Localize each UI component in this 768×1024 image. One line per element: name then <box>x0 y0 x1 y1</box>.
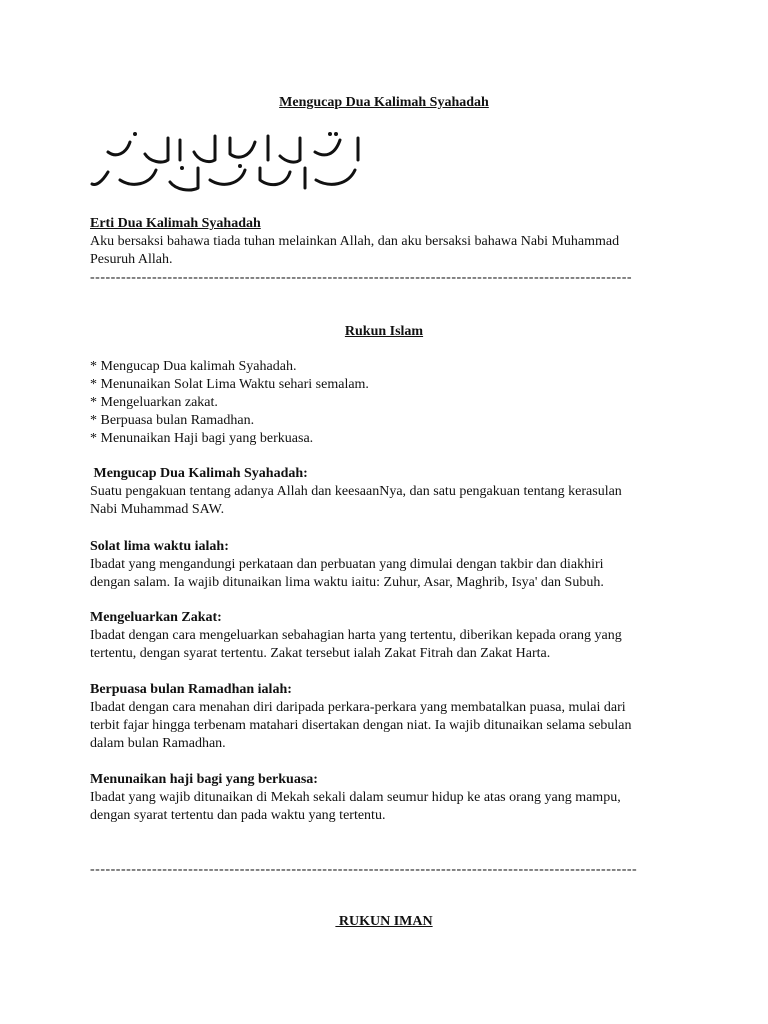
section-haji <box>90 771 690 825</box>
section-puasa <box>90 681 690 753</box>
list-item: * Berpuasa bulan Ramadhan. <box>90 413 255 428</box>
rukun-islam-list <box>90 358 690 448</box>
section-text-line: tertentu, dengan syarat tertentu. Zakat tersebut ialah Zakat Fitrah dan Zakat Harta. <box>90 646 551 661</box>
list-item: * Mengucap Dua kalimah Syahadah. <box>90 359 297 374</box>
section-text-line: terbit fajar hingga terbenam matahari disertakan dengan niat. Ia wajib ditunaikan selama sebulan <box>90 718 632 733</box>
arabic-calligraphy-icon <box>90 130 365 195</box>
erti-section <box>90 215 690 269</box>
list-item: * Mengeluarkan zakat. <box>90 395 218 410</box>
list-item: * Menunaikan Solat Lima Waktu sehari semalam. <box>90 377 369 392</box>
section-text-line: Ibadat yang mengandungi perkataan dan perbuatan yang dimulai dengan takbir dan diakhiri <box>90 557 604 572</box>
section-text-line: dengan salam. Ia wajib ditunaikan lima waktu iaitu: Zuhur, Asar, Maghrib, Isya' dan Subuh. <box>90 575 604 590</box>
page-title: Mengucap Dua Kalimah Syahadah <box>279 95 489 110</box>
rukun-iman-heading: RUKUN IMAN <box>335 914 433 929</box>
section-text-line: dengan syarat tertentu dan pada waktu yang tertentu. <box>90 808 386 823</box>
divider: --------------------------------------------------------------------------------------------------------- <box>90 270 633 285</box>
rukun-islam-heading: Rukun Islam <box>344 324 424 339</box>
section-text-line: Ibadat yang wajib ditunaikan di Mekah sekali dalam seumur hidup ke atas orang yang mampu, <box>90 790 621 805</box>
section-text-line: Ibadat dengan cara menahan diri daripada perkara-perkara yang membatalkan puasa, mulai dari <box>90 700 626 715</box>
section-heading: Mengeluarkan Zakat: <box>90 610 222 625</box>
erti-heading: Erti Dua Kalimah Syahadah <box>90 216 261 231</box>
section-text-line: dalam bulan Ramadhan. <box>90 736 226 751</box>
list-item: * Menunaikan Haji bagi yang berkuasa. <box>90 431 314 446</box>
divider: ---------------------------------------------------------------------------------------------------------- <box>90 862 638 877</box>
erti-text-line: Aku bersaksi bahawa tiada tuhan melainkan Allah, dan aku bersaksi bahawa Nabi Muhammad <box>90 234 620 249</box>
erti-text-line: Pesuruh Allah. <box>90 252 173 267</box>
section-heading: Menunaikan haji bagi yang berkuasa: <box>90 772 318 787</box>
section-text-line: Suatu pengakuan tentang adanya Allah dan keesaanNya, dan satu pengakuan tentang kerasulan <box>90 484 622 499</box>
section-heading: Berpuasa bulan Ramadhan ialah: <box>90 682 292 697</box>
section-solat <box>90 538 690 592</box>
section-zakat <box>90 609 690 663</box>
section-text-line: Ibadat dengan cara mengeluarkan sebahagian harta yang tertentu, diberikan kepada orang yang <box>90 628 622 643</box>
section-text-line: Nabi Muhammad SAW. <box>90 502 225 517</box>
section-heading: Mengucap Dua Kalimah Syahadah: <box>90 466 308 481</box>
section-syahadah <box>90 465 690 519</box>
section-heading: Solat lima waktu ialah: <box>90 539 229 554</box>
